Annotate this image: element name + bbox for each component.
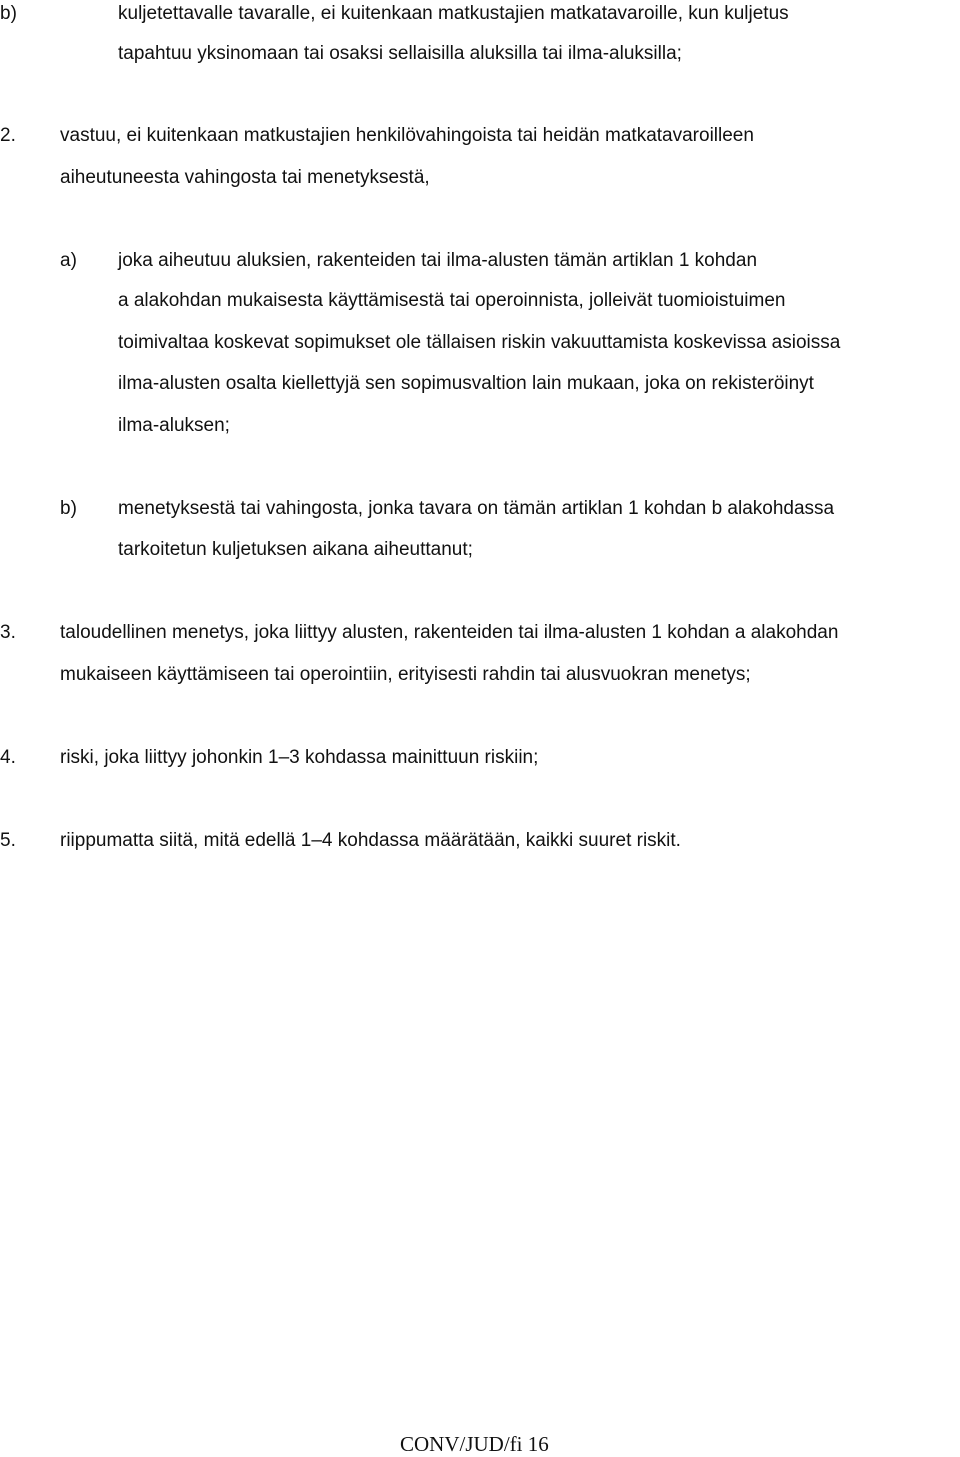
item-text-line: kuljetettavalle tavaralle, ei kuitenkaan matkustajien matkatavaroille, kun kuljetus: [118, 3, 789, 24]
item-text-line: vastuu, ei kuitenkaan matkustajien henkilövahingoista tai heidän matkatavaroilleen: [60, 125, 754, 146]
item-text-line: a alakohdan mukaisesta käyttämisestä tai operoinnista, jolleivät tuomioistuimen: [118, 290, 786, 311]
item-text-line: toimivaltaa koskevat sopimukset ole tällaisen riskin vakuuttamista koskevissa asioissa: [118, 332, 841, 353]
item-text-line: ilma-aluksen;: [118, 415, 230, 436]
item-marker: b): [0, 3, 17, 24]
item-text-line: mukaiseen käyttämiseen tai operointiin, erityisesti rahdin tai alusvuokran menetys;: [60, 664, 751, 685]
item-text-line: joka aiheutuu aluksien, rakenteiden tai ilma-alusten tämän artiklan 1 kohdan: [118, 250, 758, 271]
item-marker: a): [60, 250, 77, 271]
item-text-line: aiheutuneesta vahingosta tai menetyksestä,: [60, 167, 430, 188]
item-text-line: menetyksestä tai vahingosta, jonka tavara on tämän artiklan 1 kohdan b alakohdassa: [118, 498, 835, 519]
item-text-line: riski, joka liittyy johonkin 1–3 kohdassa mainittuun riskiin;: [60, 747, 539, 768]
item-text-line: tarkoitetun kuljetuksen aikana aiheuttanut;: [118, 539, 473, 560]
item-text-line: ilma-alusten osalta kiellettyjä sen sopimusvaltion lain mukaan, joka on rekisteröinyt: [118, 373, 814, 394]
page-footer: CONV/JUD/fi 16: [400, 1432, 549, 1456]
item-marker: 4.: [0, 747, 16, 768]
item-text-line: tapahtuu yksinomaan tai osaksi sellaisilla aluksilla tai ilma-aluksilla;: [118, 43, 682, 64]
item-text-line: taloudellinen menetys, joka liittyy alusten, rakenteiden tai ilma-alusten 1 kohdan a alakohdan: [60, 622, 839, 643]
item-text-line: riippumatta siitä, mitä edellä 1–4 kohdassa määrätään, kaikki suuret riskit.: [60, 830, 681, 851]
item-marker: 5.: [0, 830, 16, 851]
item-marker: b): [60, 498, 77, 519]
item-marker: 2.: [0, 125, 16, 146]
item-marker: 3.: [0, 622, 16, 643]
